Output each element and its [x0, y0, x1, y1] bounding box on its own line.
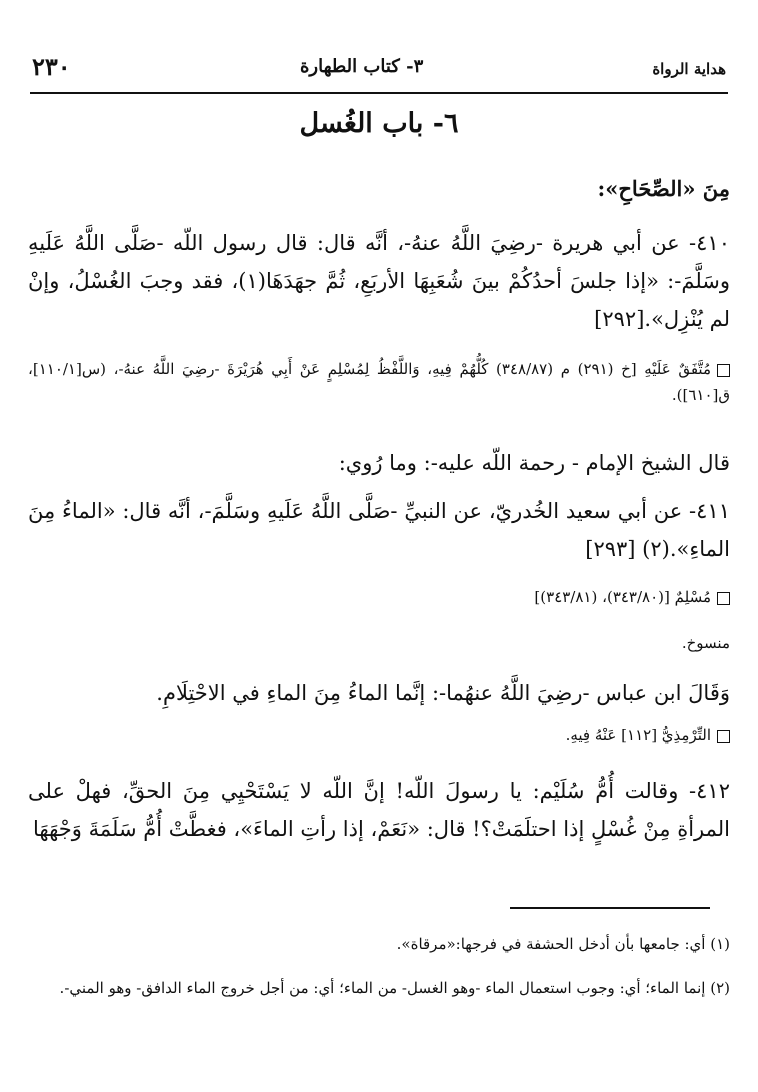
running-header-series: هداية الرواة — [652, 60, 726, 78]
source-box-icon — [717, 730, 730, 743]
hadith-410-source — [28, 356, 730, 408]
sheikh-line: قال الشيخ الإمام - رحمة اللّه عليه-: وما رُوي: — [338, 451, 730, 475]
footnote-1: (١) أي: جامعها بأن أدخل الحشفة في فرجها:«مرقاة». — [396, 935, 730, 953]
hadith-411-source — [28, 584, 730, 610]
ibn-abbas-source — [28, 722, 730, 748]
page-number: ٢٣٠ — [32, 52, 71, 81]
section-label: مِنَ «الصِّحَاحِ»: — [597, 176, 730, 201]
mansukh-note: منسوخ. — [681, 634, 730, 652]
footnote-2: (٢) إنما الماء؛ أي: وجوب استعمال الماء -وهو الغسل- من الماء؛ أي: من أجل خروج الماء الدافق- وهو المني-. — [59, 979, 730, 997]
hadith-411-text: ٤١١- عن أبي سعيد الخُدريّ، عن النبيِّ -صَلَّى اللَّهُ عَلَيهِ وسَلَّمَ-، أنَّه قال: «الماءُ مِنَ الماءِ».(٢) [٢٩٣] — [28, 499, 730, 561]
chapter-title: ٦- باب الغُسل — [299, 108, 459, 139]
ibn-abbas-text: وَقَالَ ابن عباس -رضِيَ اللَّهُ عنهُما-: إنَّما الماءُ مِنَ الماءِ في الاحْتِلَامِ. — [156, 681, 730, 705]
running-header-book: ٣- كتاب الطهارة — [300, 56, 424, 77]
hadith-411-source-text: مُسْلِمٌ [(٣٤٣/٨٠)، (٣٤٣/٨١)] — [534, 588, 711, 606]
footnote-divider — [510, 907, 710, 909]
hadith-410-source-text: مُتَّفَقٌ عَلَيْهِ [خ (٢٩١) م (٣٤٨/٨٧) كُلُّهُمْ فِيهِ، وَاللَّفْظُ لِمُسْلِمٍ عَنْ أَبِي هُرَيْرَةَ -رضِيَ اللَّهُ عنهُ-، (س[١١٠/١]، ق[٦١٠]). — [28, 360, 730, 404]
ibn-abbas-source-text: التِّرْمِذِيُّ [١١٢] عَنْهُ فِيهِ. — [565, 726, 711, 744]
header-divider — [30, 92, 728, 94]
hadith-410-text: ٤١٠- عن أبي هريرة -رضِيَ اللَّهُ عنهُ-، أنَّه قال: قال رسول اللّه -صَلَّى اللَّهُ عَلَيهِ وسَلَّمَ-: «إذا جلسَ أحدُكُمْ بينَ شُعَبِهَا الأربَعِ، ثُمَّ جهَدَهَا(١)، فقد وجبَ الغُسْلُ، وإنْ لم يُنْزِل».[٢٩٢] — [28, 231, 731, 331]
source-box-icon — [717, 592, 730, 605]
source-box-icon — [717, 364, 730, 377]
hadith-412-text: ٤١٢- وقالت أُمُّ سُلَيْم: يا رسولَ اللّه! إنَّ اللّه لا يَسْتَحْيِي مِنَ الحقِّ، فهلْ على المرأةِ مِنْ غُسْلٍ إذا احتلَمَتْ؟! قال: «نَعَمْ، إذا رأتِ الماءَ»، فغطَّتْ أُمُّ سَلَمَةَ وَجْهَهَا — [28, 779, 730, 841]
